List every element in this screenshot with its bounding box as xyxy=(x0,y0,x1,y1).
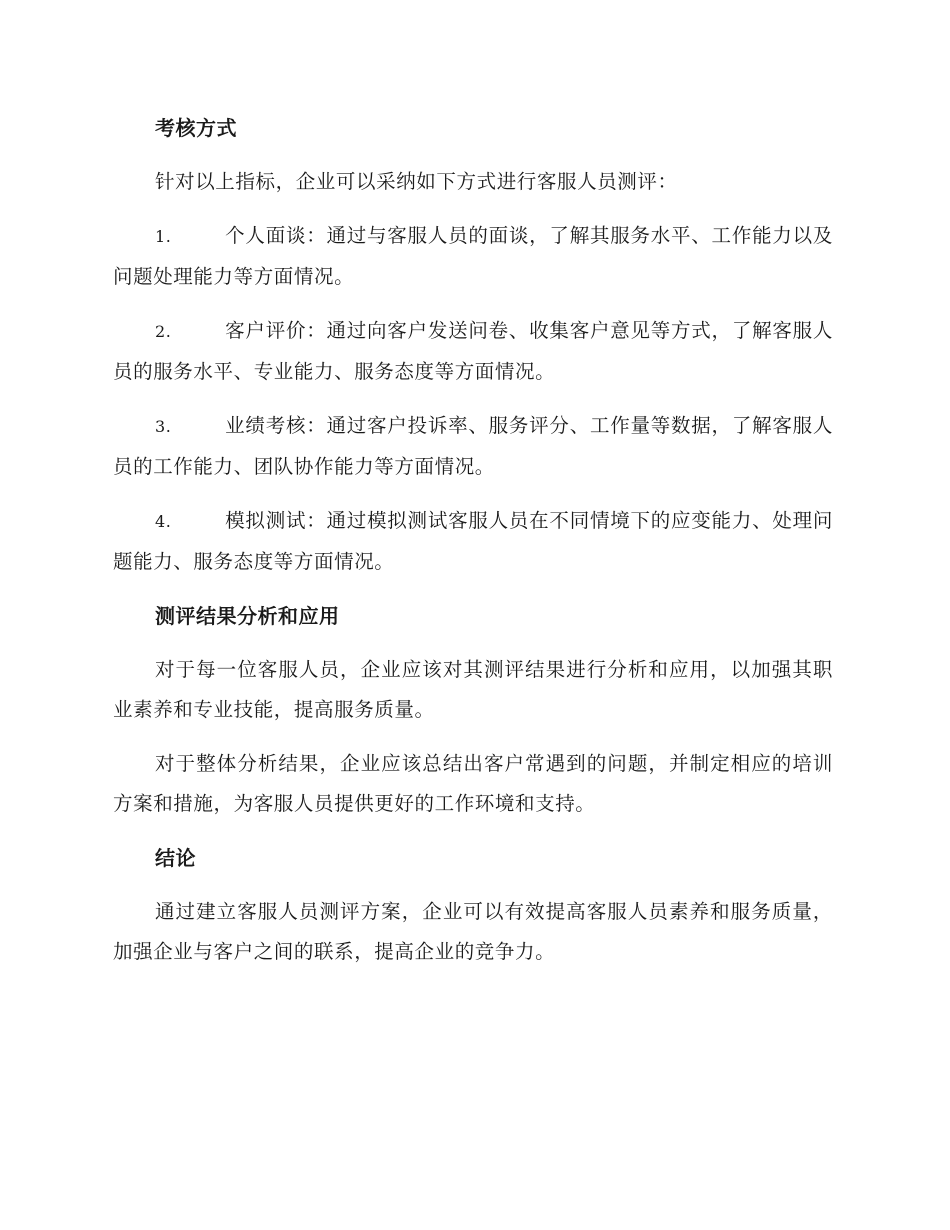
conclusion-paragraph: 通过建立客服人员测评方案，企业可以有效提高客服人员素养和服务质量，加强企业与客户之间的联系，提高企业的竞争力。 xyxy=(113,900,833,963)
document-body xyxy=(113,108,833,986)
list-item-text: 模拟测试：通过模拟测试客服人员在不同情境下的应变能力、处理问题能力、服务态度等方面情况。 xyxy=(113,509,833,573)
list-item-number: 2. xyxy=(155,322,172,341)
list-item-text: 个人面谈：通过与客服人员的面谈，了解其服务水平、工作能力以及问题处理能力等方面情况。 xyxy=(113,224,833,288)
list-item xyxy=(113,406,833,487)
list-item-text: 客户评价：通过向客户发送问卷、收集客户意见等方式，了解客服人员的服务水平、专业能力、服务态度等方面情况。 xyxy=(113,319,833,383)
list-item xyxy=(113,216,833,297)
list-item-number: 3. xyxy=(155,417,172,436)
list-item xyxy=(113,501,833,582)
section-heading-analysis: 测评结果分析和应用 xyxy=(155,604,340,628)
assessment-intro: 针对以上指标，企业可以采纳如下方式进行客服人员测评： xyxy=(155,170,678,193)
list-item xyxy=(113,311,833,392)
section-heading-assessment: 考核方式 xyxy=(155,116,237,140)
section-heading-conclusion: 结论 xyxy=(155,846,196,870)
analysis-paragraph: 对于整体分析结果，企业应该总结出客户常遇到的问题，并制定相应的培训方案和措施，为客服人员提供更好的工作环境和支持。 xyxy=(113,752,833,815)
list-item-number: 4. xyxy=(155,512,172,531)
list-item-number: 1. xyxy=(155,227,172,246)
analysis-paragraph: 对于每一位客服人员，企业应该对其测评结果进行分析和应用，以加强其职业素养和专业技能，提高服务质量。 xyxy=(113,658,833,721)
list-item-text: 业绩考核：通过客户投诉率、服务评分、工作量等数据，了解客服人员的工作能力、团队协作能力等方面情况。 xyxy=(113,414,833,478)
